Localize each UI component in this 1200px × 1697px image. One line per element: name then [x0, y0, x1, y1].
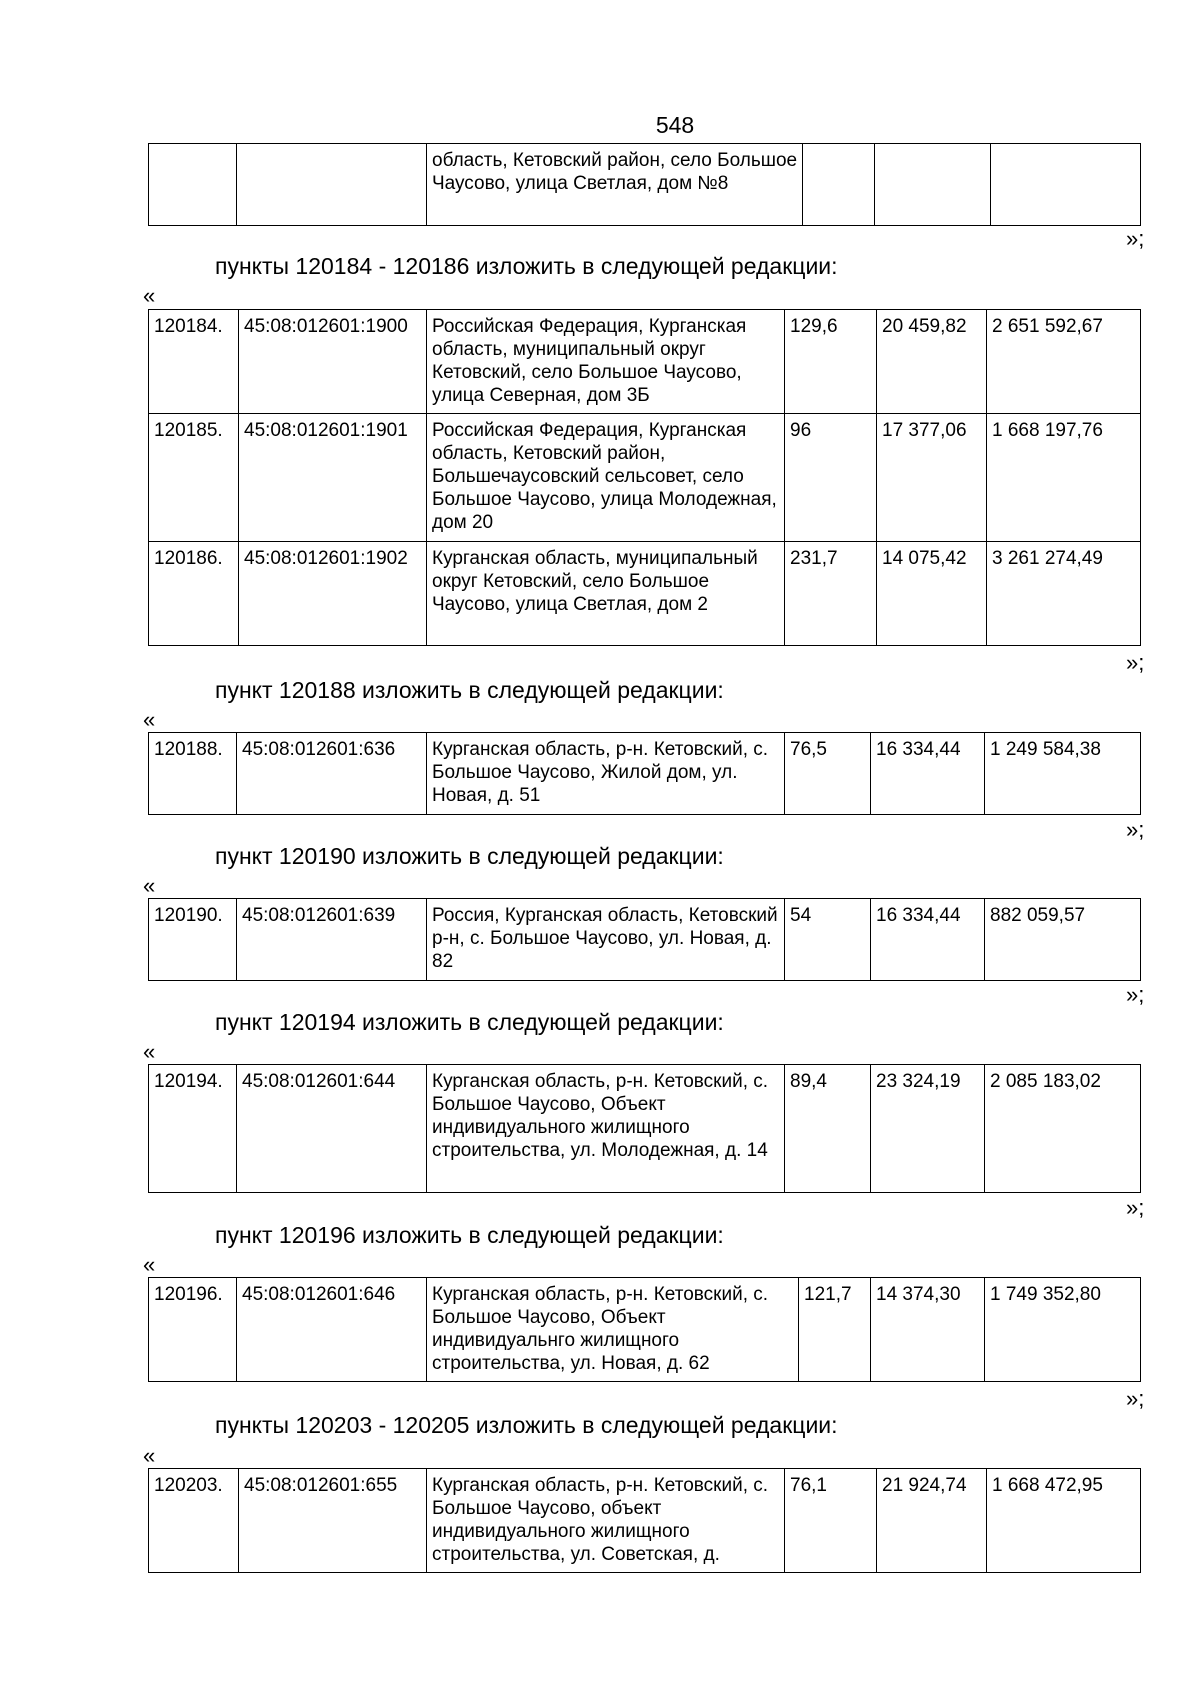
value-cell: 1 249 584,38: [985, 733, 1141, 815]
closing-quote: »;: [1126, 650, 1145, 675]
rate-cell: 20 459,82: [877, 310, 987, 414]
row-number-cell: [149, 144, 237, 226]
rate-cell: 17 377,06: [877, 414, 987, 542]
row-number-cell: 120196.: [149, 1278, 237, 1382]
rate-cell: 16 334,44: [871, 733, 985, 815]
address-cell: Россия, Курганская область, Кетовский р-н, с. Большое Чаусово, ул. Новая, д. 82: [427, 899, 785, 981]
area-cell: 54: [785, 899, 871, 981]
table-row: [149, 414, 1141, 542]
cadastral-number-cell: 45:08:012601:636: [237, 733, 427, 815]
table-row: [149, 1278, 1141, 1382]
section-instruction: пункты 120184 - 120186 изложить в следующей редакции:: [215, 253, 838, 279]
address-cell: Курганская область, р-н. Кетовский, с. Большое Чаусово, Объект индивидуальнго жилищного строительства, ул. Новая, д. 62: [427, 1278, 799, 1382]
value-cell: 1 749 352,80: [985, 1278, 1141, 1382]
area-cell: 121,7: [799, 1278, 871, 1382]
value-cell: 2 085 183,02: [985, 1065, 1141, 1193]
address-cell: Курганская область, р-н. Кетовский, с. Большое Чаусово, Жилой дом, ул. Новая, д. 51: [427, 733, 785, 815]
cadastral-number-cell: 45:08:012601:1900: [239, 310, 427, 414]
rate-cell: 16 334,44: [871, 899, 985, 981]
opening-quote: «: [143, 873, 156, 898]
opening-quote: «: [143, 283, 156, 308]
section-instruction: пункт 120190 изложить в следующей редакции:: [215, 843, 724, 869]
cadastral-number-cell: 45:08:012601:639: [237, 899, 427, 981]
amendment-table: [148, 1064, 1141, 1193]
amendment-table: [148, 309, 1141, 646]
table-row: [149, 310, 1141, 414]
closing-quote: »;: [1126, 982, 1145, 1007]
address-cell: Курганская область, муниципальный округ Кетовский, село Большое Чаусово, улица Светлая, дом 2: [427, 542, 785, 646]
section-instruction: пункты 120203 - 120205 изложить в следующей редакции:: [215, 1412, 838, 1438]
opening-quote: «: [143, 1443, 156, 1468]
table-row: [149, 1469, 1141, 1573]
table-row: [149, 1065, 1141, 1193]
area-cell: 89,4: [785, 1065, 871, 1193]
value-cell: 1 668 197,76: [987, 414, 1141, 542]
continuation-table: [148, 143, 1141, 226]
area-cell: [803, 144, 875, 226]
row-number-cell: 120203.: [149, 1469, 239, 1573]
cadastral-number-cell: 45:08:012601:1901: [239, 414, 427, 542]
table-row: [149, 899, 1141, 981]
address-cell: Курганская область, р-н. Кетовский, с. Большое Чаусово, объект индивидуального жилищного строительства, ул. Советская, д.: [427, 1469, 785, 1573]
table-row: [149, 733, 1141, 815]
rate-cell: 14 374,30: [871, 1278, 985, 1382]
address-cell: Российская Федерация, Курганская область, муниципальный округ Кетовский, село Большое Чаусово, улица Северная, дом 3Б: [427, 310, 785, 414]
rate-cell: 21 924,74: [877, 1469, 987, 1573]
row-number-cell: 120188.: [149, 733, 237, 815]
closing-quote: »;: [1126, 1195, 1145, 1220]
row-number-cell: 120186.: [149, 542, 239, 646]
opening-quote: «: [143, 707, 156, 732]
address-cell: область, Кетовский район, село Большое Чаусово, улица Светлая, дом №8: [427, 144, 803, 226]
section-instruction: пункт 120188 изложить в следующей редакции:: [215, 677, 724, 703]
table-row: [149, 144, 1141, 226]
rate-cell: [875, 144, 991, 226]
opening-quote: «: [143, 1252, 156, 1277]
cadastral-number-cell: 45:08:012601:646: [237, 1278, 427, 1382]
amendment-table: [148, 732, 1141, 815]
value-cell: 882 059,57: [985, 899, 1141, 981]
cadastral-number-cell: [237, 144, 427, 226]
closing-quote: »;: [1126, 817, 1145, 842]
rate-cell: 14 075,42: [877, 542, 987, 646]
row-number-cell: 120185.: [149, 414, 239, 542]
address-cell: Курганская область, р-н. Кетовский, с. Большое Чаусово, Объект индивидуального жилищного строительства, ул. Молодежная, д. 14: [427, 1065, 785, 1193]
value-cell: 2 651 592,67: [987, 310, 1141, 414]
section-instruction: пункт 120196 изложить в следующей редакции:: [215, 1222, 724, 1248]
area-cell: 96: [785, 414, 877, 542]
row-number-cell: 120184.: [149, 310, 239, 414]
amendment-table: [148, 1277, 1141, 1382]
value-cell: 1 668 472,95: [987, 1469, 1141, 1573]
value-cell: [991, 144, 1141, 226]
opening-quote: «: [143, 1039, 156, 1064]
area-cell: 231,7: [785, 542, 877, 646]
area-cell: 76,1: [785, 1469, 877, 1573]
cadastral-number-cell: 45:08:012601:655: [239, 1469, 427, 1573]
rate-cell: 23 324,19: [871, 1065, 985, 1193]
area-cell: 129,6: [785, 310, 877, 414]
closing-quote: »;: [1126, 1386, 1145, 1411]
address-cell: Российская Федерация, Курганская область, Кетовский район, Большечаусовский сельсовет, село Большое Чаусово, улица Молодежная, дом 20: [427, 414, 785, 542]
area-cell: 76,5: [785, 733, 871, 815]
amendment-table: [148, 898, 1141, 981]
closing-quote: »;: [1126, 226, 1145, 251]
value-cell: 3 261 274,49: [987, 542, 1141, 646]
row-number-cell: 120190.: [149, 899, 237, 981]
section-instruction: пункт 120194 изложить в следующей редакции:: [215, 1009, 724, 1035]
cadastral-number-cell: 45:08:012601:644: [237, 1065, 427, 1193]
page-number: 548: [655, 112, 695, 138]
amendment-table: [148, 1468, 1141, 1573]
row-number-cell: 120194.: [149, 1065, 237, 1193]
cadastral-number-cell: 45:08:012601:1902: [239, 542, 427, 646]
table-row: [149, 542, 1141, 646]
